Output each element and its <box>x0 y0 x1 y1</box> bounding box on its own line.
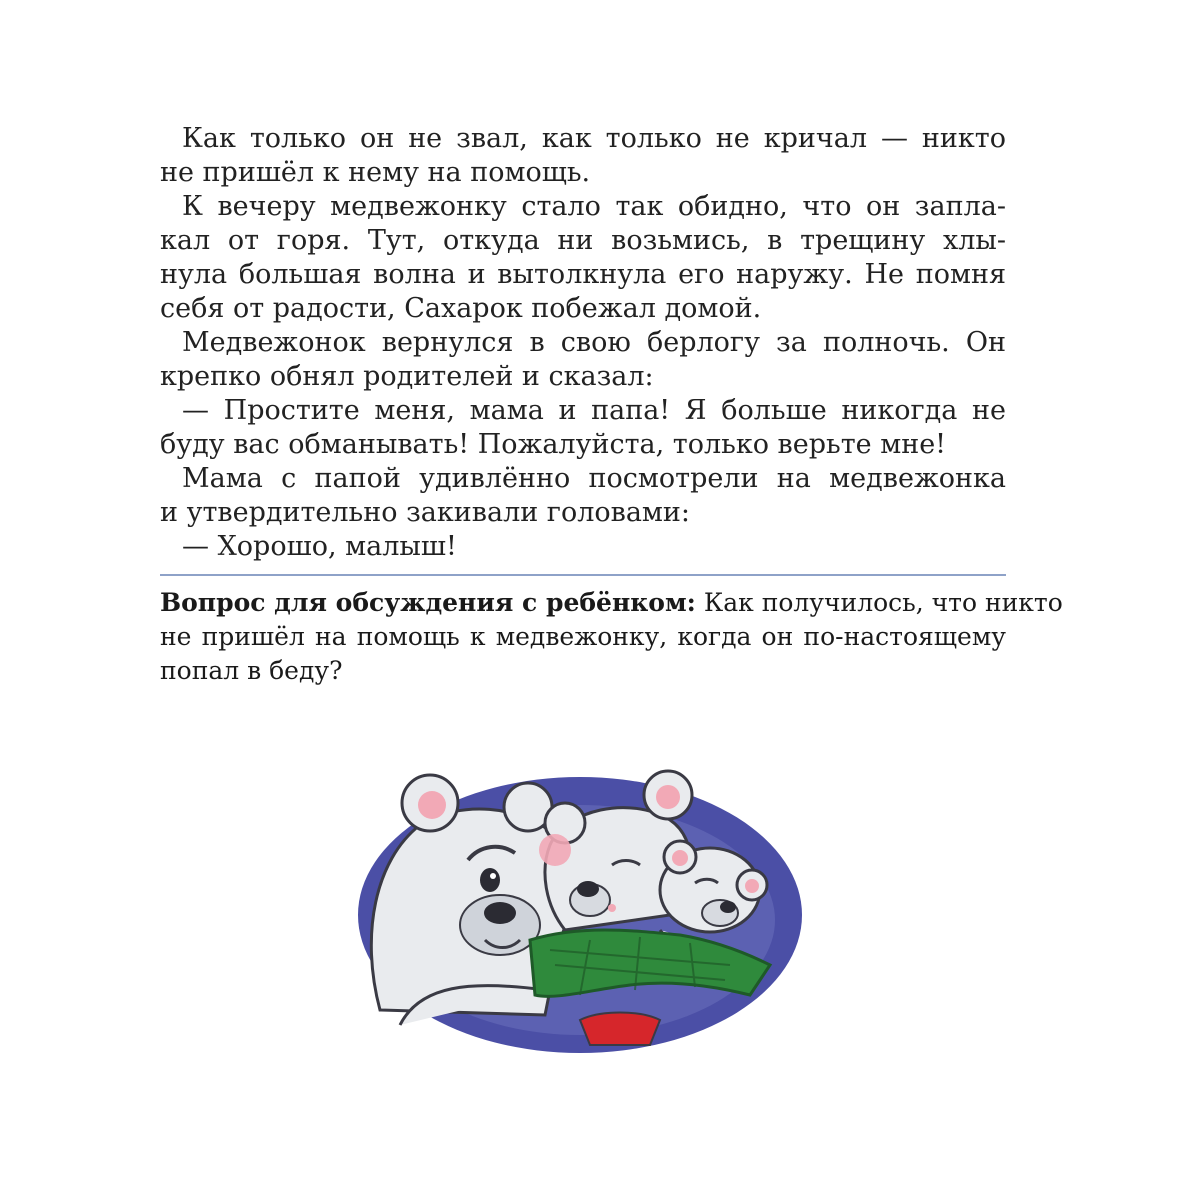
story-line: К вечеру медвежонку стало так обидно, что он запла- <box>182 191 1006 222</box>
question-label: Вопрос для обсуждения с ребёнком: <box>160 588 696 617</box>
red-shirt <box>580 1013 660 1046</box>
story-line: — Простите меня, мама и папа! Я больше никогда не <box>182 395 1006 426</box>
story-line: не пришёл к нему на помощь. <box>160 157 591 188</box>
story-line: Как только он не звал, как только не кричал — никто <box>182 123 1006 154</box>
story-line: крепко обнял родителей и сказал: <box>160 361 654 392</box>
question-line <box>160 586 1063 620</box>
story-text <box>160 122 1006 564</box>
story-line: Медвежонок вернулся в свою берлогу за полночь. Он <box>182 327 1006 358</box>
story-line: буду вас обманывать! Пожалуйста, только верьте мне! <box>160 429 947 460</box>
story-line: нула большая волна и вытолкнула его наружу. Не помня <box>160 259 1006 290</box>
story-line: Мама с папой удивлённо посмотрели на медвежонка <box>182 463 1006 494</box>
question-line: не пришёл на помощь к медвежонку, когда он по-настоящему <box>160 622 1006 651</box>
bear-family-illustration <box>350 765 810 1060</box>
story-line: себя от радости, Сахарок побежал домой. <box>160 293 762 324</box>
section-divider <box>160 574 1006 576</box>
story-line: — Хорошо, малыш! <box>182 531 457 562</box>
story-line: и утвердительно закивали головами: <box>160 497 691 528</box>
story-line: кал от горя. Тут, откуда ни возьмись, в трещину хлы- <box>160 225 1006 256</box>
discussion-question <box>160 586 1063 688</box>
question-text: Как получилось, что никто <box>695 588 1063 617</box>
question-line: попал в беду? <box>160 656 343 685</box>
